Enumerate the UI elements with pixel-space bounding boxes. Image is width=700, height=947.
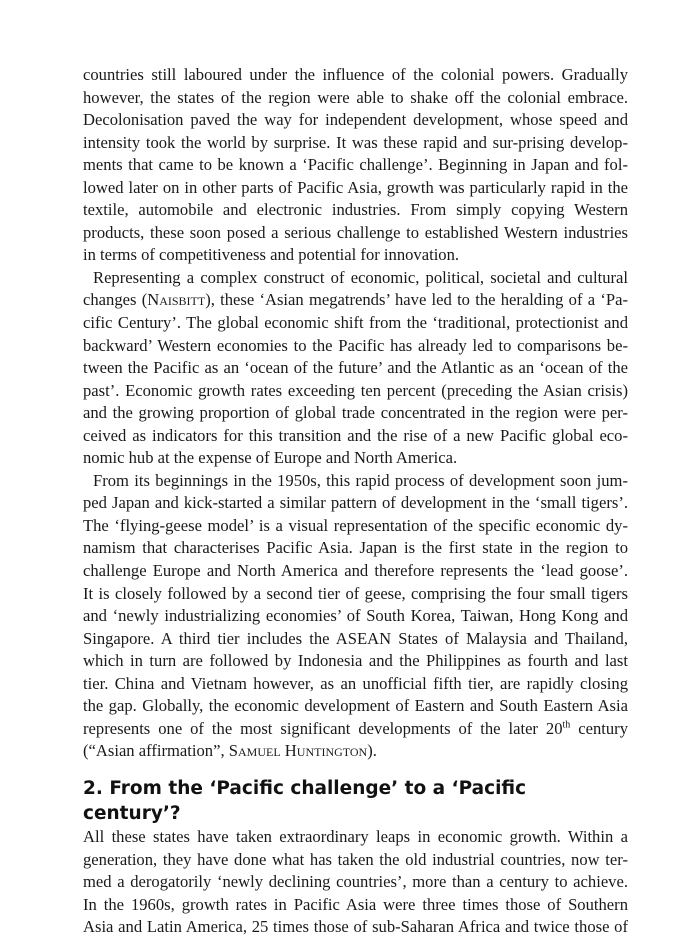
text-line: All these states have taken extraordinary leaps in economic growth. Within a bbox=[83, 826, 628, 846]
author-name: Naisbitt bbox=[147, 290, 206, 310]
text-line: past’. Economic growth rates exceeding ten percent (preceding the Asian crisis) bbox=[83, 380, 628, 400]
text-line: the gap. Globally, the economic development of Eastern and South Eastern Asia bbox=[83, 696, 628, 716]
paragraph bbox=[83, 470, 628, 763]
text-line bbox=[83, 740, 628, 763]
text-line: intensity took the world by surprise. It was these rapid and sur-prising develop- bbox=[83, 132, 628, 152]
text-line: Representing a complex construct of economic, political, societal and cultural bbox=[93, 267, 628, 287]
text-line: tween the Pacific as an ‘ocean of the future’ and the Atlantic as an ‘ocean of the bbox=[83, 358, 628, 378]
text-line: ped Japan and kick-started a similar pattern of development in the ‘small tigers’. bbox=[83, 493, 628, 513]
text-line: nomic hub at the expense of Europe and North America. bbox=[83, 448, 458, 468]
text-line: namism that characterises Pacific Asia. Japan is the first state in the region to bbox=[83, 538, 628, 558]
text-line: countries still laboured under the influence of the colonial powers. Gradually bbox=[83, 65, 628, 84]
text-line bbox=[83, 289, 628, 312]
text-line: cific Century’. The global economic shift from the ‘traditional, protectionist and bbox=[83, 313, 628, 333]
text-line: tier. China and Vietnam however, as an unofficial fifth tier, are rapidly closing bbox=[83, 673, 628, 693]
paragraph bbox=[83, 826, 628, 939]
text-line: textile, automobile and electronic industries. From simply copying Western bbox=[83, 200, 628, 220]
text-line bbox=[83, 718, 628, 741]
paragraph bbox=[83, 267, 628, 470]
text-line: in terms of competitiveness and potential for innovation. bbox=[83, 245, 460, 265]
text-line: Singapore. A third tier includes the ASEAN States of Malaysia and Thailand, bbox=[83, 628, 628, 648]
text-line: From its beginnings in the 1950s, this rapid process of development soon jum- bbox=[93, 470, 628, 490]
text-line: Decolonisation paved the way for independent development, whose speed and bbox=[83, 110, 628, 130]
text-line: and ‘newly industrializing economies’ of South Korea, Taiwan, Hong Kong and bbox=[83, 606, 628, 626]
text-line: products, these soon posed a serious challenge to established Western industries bbox=[83, 222, 628, 242]
paragraph bbox=[83, 64, 628, 267]
text-line: Asia and Latin America, 25 times those of sub-Saharan Africa and twice those of bbox=[83, 917, 628, 937]
text-segment: (“Asian affirmation”, bbox=[83, 741, 229, 761]
superscript: th bbox=[562, 719, 571, 731]
text-line: ments that came to be known a ‘Pacific challenge’. Beginning in Japan and fol- bbox=[83, 155, 628, 175]
text-line: In the 1960s, growth rates in Pacific Asia were three times those of Southern bbox=[83, 894, 628, 914]
text-line: The ‘flying-geese model’ is a visual representation of the specific economic dy- bbox=[83, 515, 628, 535]
text-line: generation, they have done what has taken the old industrial countries, now ter- bbox=[83, 849, 628, 869]
text-line: ceived as indicators for this transition and the rise of a new Pacific global eco- bbox=[83, 425, 628, 445]
text-line: lowed later on in other parts of Pacific Asia, growth was particularly rapid in the bbox=[83, 177, 628, 197]
text-line: challenge Europe and North America and therefore represents the ‘lead goose’. bbox=[83, 561, 628, 581]
text-segment: ). bbox=[367, 741, 377, 761]
text-line: backward’ Western economies to the Pacific has already led to comparisons be- bbox=[83, 335, 628, 355]
section-text bbox=[83, 826, 628, 939]
author-name: Samuel Huntington bbox=[228, 741, 368, 761]
text-segment: ), these ‘Asian megatrends’ have led to the heralding of a ‘Pa- bbox=[205, 290, 628, 310]
text-line: It is closely followed by a second tier of geese, comprising the four small tigers bbox=[83, 583, 628, 603]
text-segment: changes ( bbox=[83, 290, 148, 310]
text-line: however, the states of the region were able to shake off the colonial embrace. bbox=[83, 87, 628, 107]
section-heading: 2. From the ‘Pacific challenge’ to a ‘Pacific century’? bbox=[83, 777, 527, 824]
text-segment: century bbox=[570, 718, 629, 738]
body-text bbox=[83, 64, 628, 763]
text-segment: represents one of the most significant developments of the later 20 bbox=[83, 718, 563, 738]
document-page bbox=[83, 64, 628, 939]
text-line: med a derogatorily ‘newly declining countries’, more than a century to achieve. bbox=[83, 872, 628, 892]
text-line: which in turn are followed by Indonesia and the Philippines as fourth and last bbox=[83, 651, 628, 671]
text-line: and the growing proportion of global trade concentrated in the region were per- bbox=[83, 403, 628, 423]
